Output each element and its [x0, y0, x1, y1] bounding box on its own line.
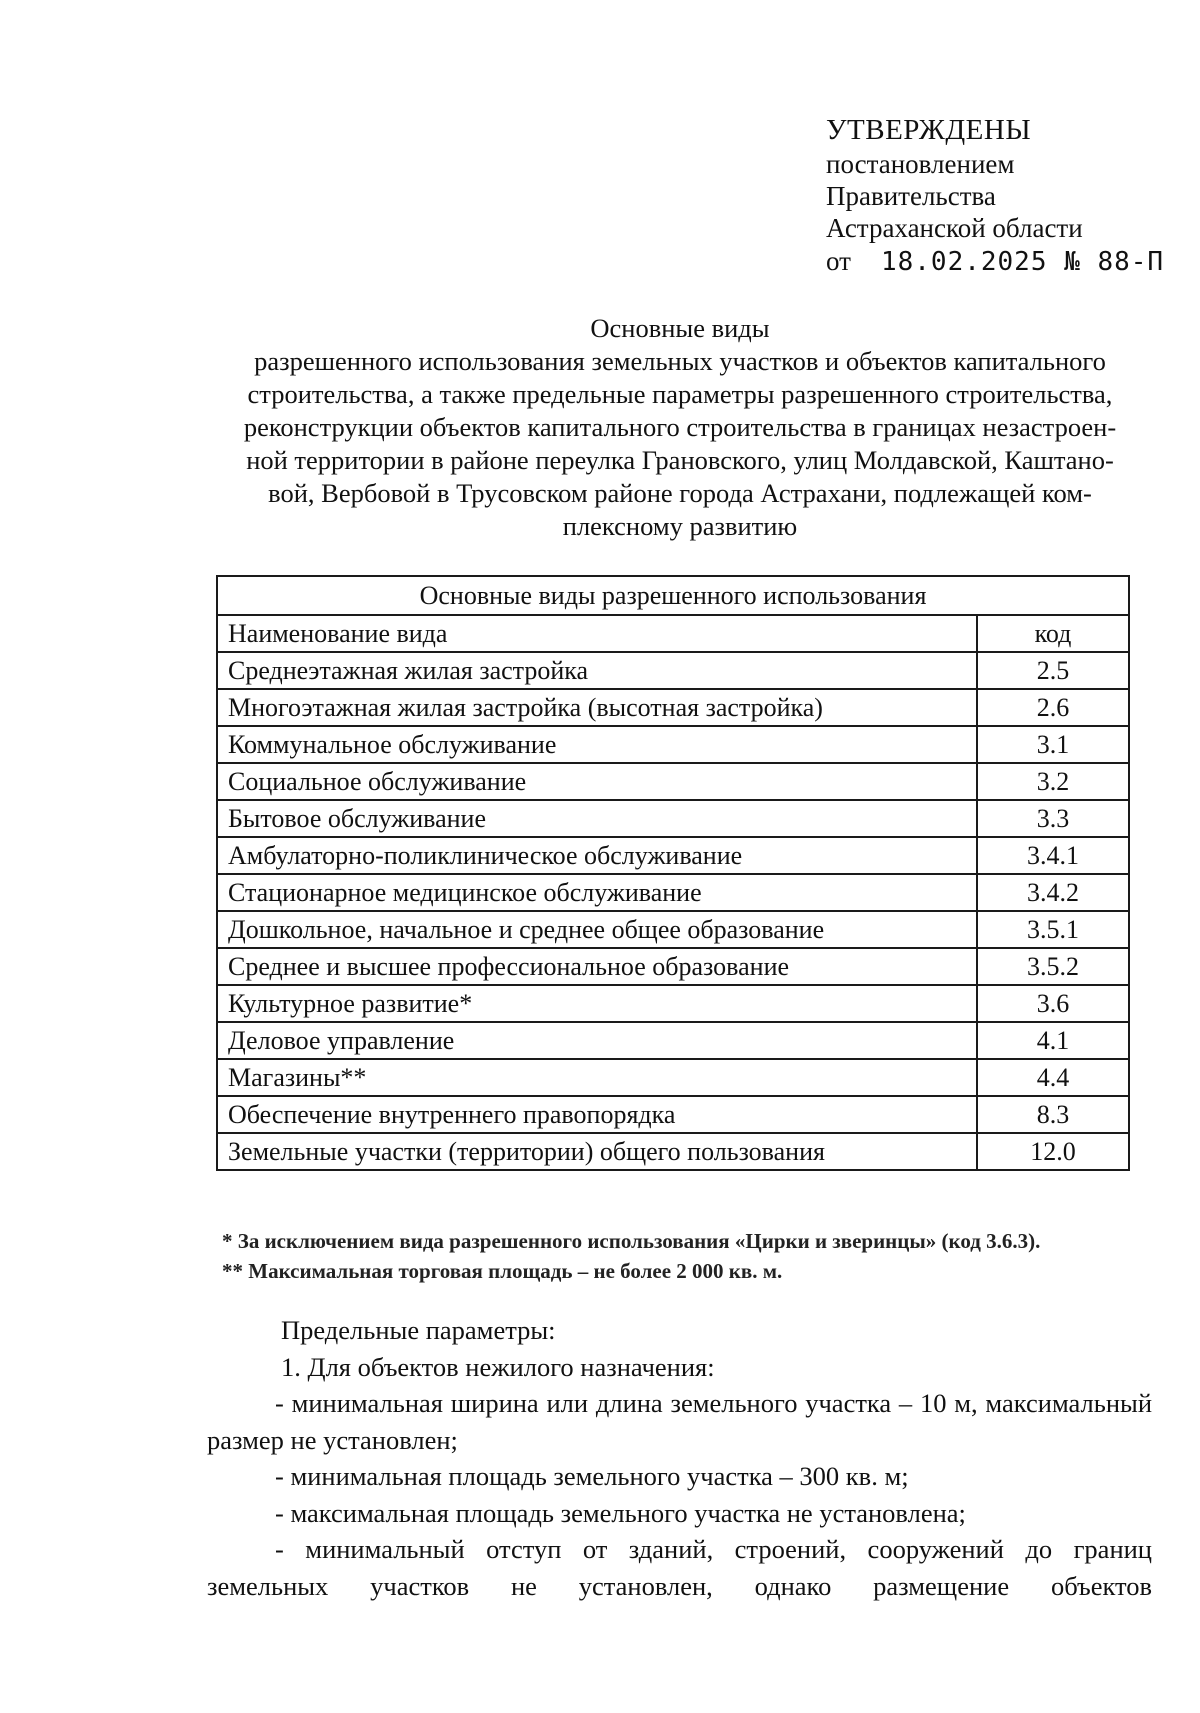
footnote: ** Максимальная торговая площадь – не более 2 000 кв. м. — [222, 1259, 783, 1283]
use-code: 3.6 — [977, 985, 1129, 1022]
table-row — [217, 726, 1129, 763]
section-heading: 1. Для объектов нежилого назначения: — [281, 1351, 715, 1382]
table-row — [217, 689, 1129, 726]
parameters-title: Предельные параметры: — [281, 1315, 556, 1345]
parameter-item: - минимальный отступ от зданий, строений, сооружений до границ — [275, 1534, 1152, 1564]
heading-line: ной территории в районе переулка Грановского, улиц Молдавской, Каштано- — [246, 445, 1114, 475]
use-name: Деловое управление — [217, 1022, 977, 1059]
use-code: 3.3 — [977, 800, 1129, 837]
parameter-item: - максимальная площадь земельного участка не установлена; — [275, 1497, 966, 1528]
use-name: Стационарное медицинское обслуживание — [217, 874, 977, 911]
use-code: 8.3 — [977, 1096, 1129, 1133]
footnotes — [222, 1226, 1040, 1286]
use-code: 3.2 — [977, 763, 1129, 800]
parameter-item: - минимальная площадь земельного участка – 300 кв. м; — [275, 1461, 909, 1491]
parameter-item: - минимальная ширина или длина земельного участка – 10 м, максимальный размер не установлен; — [207, 1388, 1152, 1455]
use-name: Среднеэтажная жилая застройка — [217, 652, 977, 689]
heading-line: разрешенного использования земельных участков и объектов капитального — [254, 346, 1106, 376]
table-row — [217, 948, 1129, 985]
table-row — [217, 1059, 1129, 1096]
approval-line: постановлением — [826, 149, 1015, 179]
footnote: * За исключением вида разрешенного использования «Цирки и зверинцы» (код 3.6.3). — [222, 1229, 1041, 1253]
use-name: Многоэтажная жилая застройка (высотная застройка) — [217, 689, 977, 726]
column-header-name: Наименование вида — [217, 615, 977, 652]
approval-block — [826, 114, 1164, 278]
table-row — [217, 874, 1129, 911]
use-name: Амбулаторно-поликлиническое обслуживание — [217, 837, 977, 874]
document-heading — [200, 312, 1160, 543]
parameter-continuation: земельных участков не установлен, однако размещение объектов — [207, 1570, 1152, 1601]
use-name: Магазины** — [217, 1059, 977, 1096]
approval-line: Правительства — [826, 181, 996, 211]
date-prefix: от — [826, 246, 851, 276]
table-row — [217, 1022, 1129, 1059]
table-row — [217, 800, 1129, 837]
use-name: Коммунальное обслуживание — [217, 726, 977, 763]
use-code: 2.5 — [977, 652, 1129, 689]
use-name: Земельные участки (территории) общего пользования — [217, 1133, 977, 1170]
table-row — [217, 837, 1129, 874]
table-row — [217, 652, 1129, 689]
use-code: 3.5.2 — [977, 948, 1129, 985]
table-row — [217, 763, 1129, 800]
table-row — [217, 985, 1129, 1022]
use-code: 3.4.1 — [977, 837, 1129, 874]
use-name: Культурное развитие* — [217, 985, 977, 1022]
use-name: Бытовое обслуживание — [217, 800, 977, 837]
use-code: 3.4.2 — [977, 874, 1129, 911]
land-use-table — [216, 575, 1130, 1171]
limit-parameters — [207, 1312, 1152, 1604]
use-code: 3.5.1 — [977, 911, 1129, 948]
heading-line: реконструкции объектов капитального строительства в границах незастроен- — [243, 412, 1117, 442]
use-name: Социальное обслуживание — [217, 763, 977, 800]
table-caption: Основные виды разрешенного использования — [217, 576, 1129, 615]
use-name: Обеспечение внутреннего правопорядка — [217, 1096, 977, 1133]
decree-date-number: 18.02.2025 № 88-П — [880, 247, 1165, 277]
table-row — [217, 1133, 1129, 1170]
approval-line: Астраханской области — [826, 213, 1083, 243]
use-name: Среднее и высшее профессиональное образование — [217, 948, 977, 985]
use-code: 12.0 — [977, 1133, 1129, 1170]
heading-line: плексному развитию — [562, 511, 798, 541]
table-row — [217, 911, 1129, 948]
use-code: 2.6 — [977, 689, 1129, 726]
table-caption-row — [217, 576, 1129, 615]
approval-date-line — [826, 245, 1164, 278]
table-header-row — [217, 615, 1129, 652]
table-row — [217, 1096, 1129, 1133]
column-header-code: код — [977, 615, 1129, 652]
heading-line: строительства, а также предельные параметры разрешенного строительства, — [247, 379, 1113, 409]
use-code: 4.1 — [977, 1022, 1129, 1059]
use-code: 4.4 — [977, 1059, 1129, 1096]
use-name: Дошкольное, начальное и среднее общее образование — [217, 911, 977, 948]
heading-line: Основные виды — [590, 313, 770, 343]
heading-line: вой, Вербовой в Трусовском районе города Астрахани, подлежащей ком- — [268, 478, 1092, 508]
use-code: 3.1 — [977, 726, 1129, 763]
approval-title: УТВЕРЖДЕНЫ — [826, 114, 1032, 146]
